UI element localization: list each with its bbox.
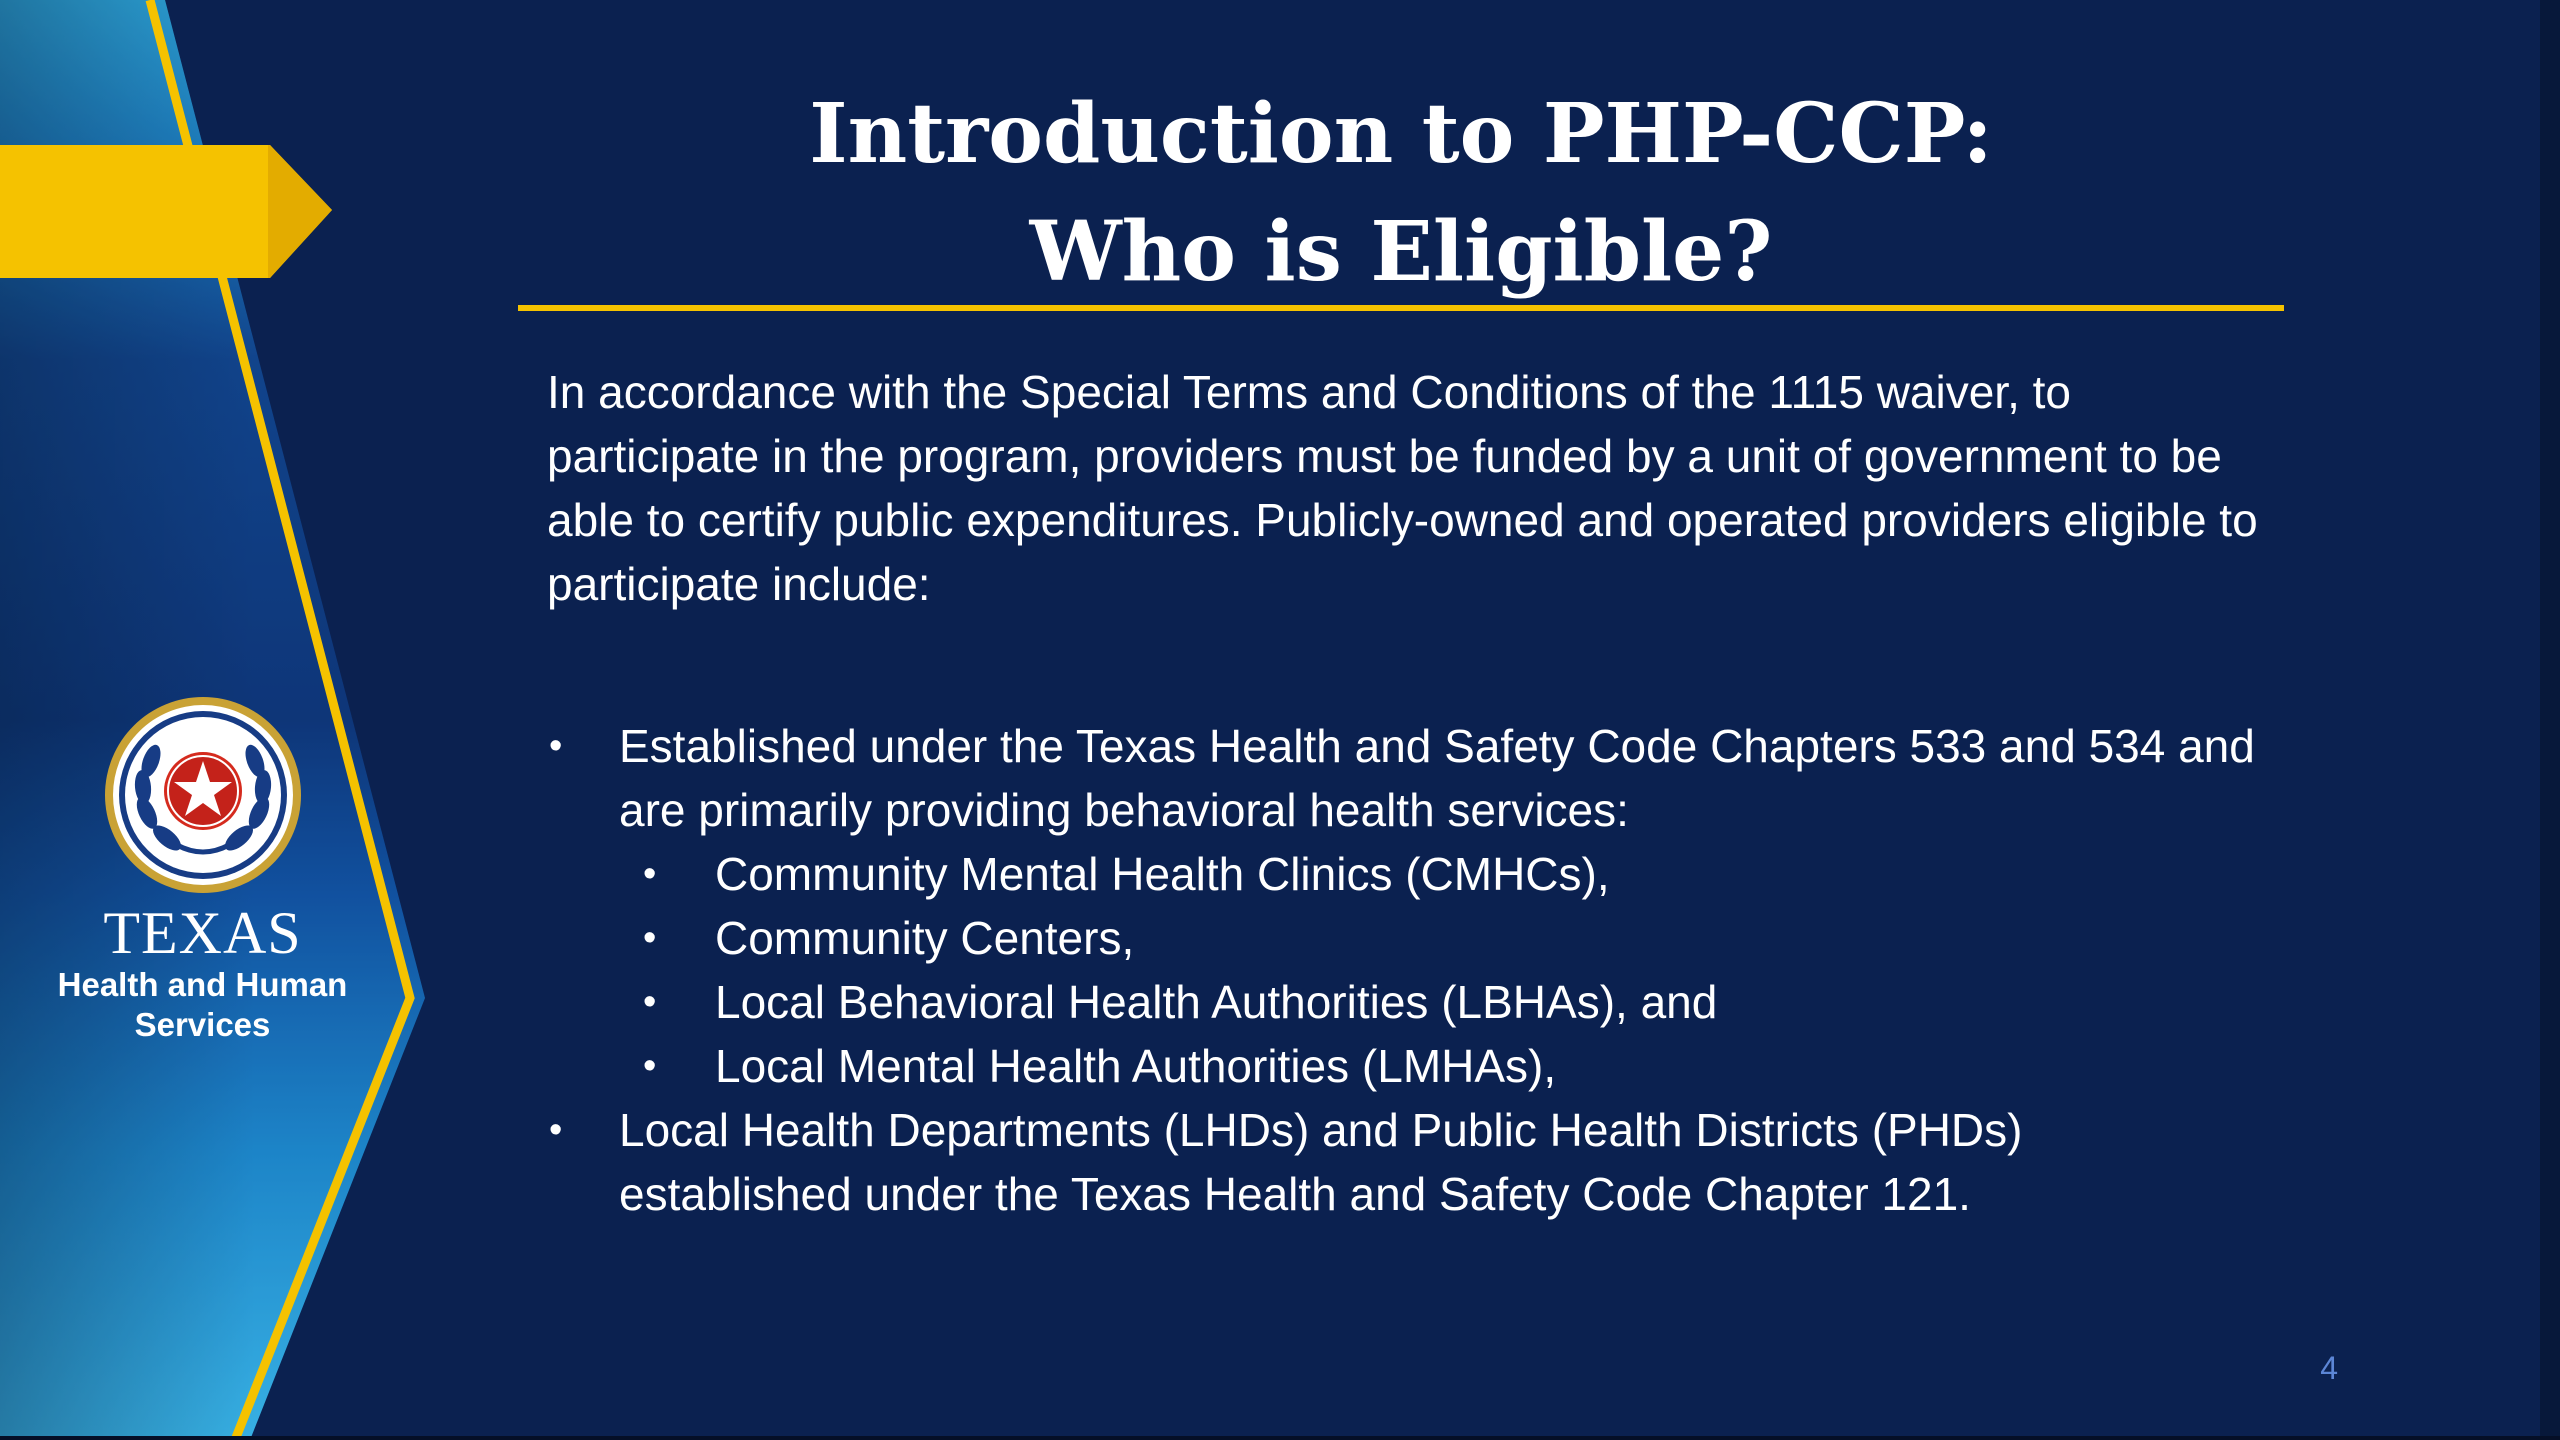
title-underline xyxy=(518,305,2284,311)
list-item-text: Established under the Texas Health and Safety Code Chapters 533 and 534 and are primarily providing behavioral health services: xyxy=(619,720,2255,836)
bullet-icon: • xyxy=(549,1109,563,1151)
list-item xyxy=(547,1098,2267,1226)
texas-hhs-logo xyxy=(40,695,365,1045)
bullet-icon: • xyxy=(643,1045,657,1087)
texas-hhs-seal-icon xyxy=(103,695,303,895)
list-item xyxy=(547,842,2267,906)
list-item-text: Community Centers, xyxy=(715,912,1135,964)
list-item-text: Local Health Departments (LHDs) and Public Health Districts (PHDs) established under the Texas Health and Safety Code Chapter 121. xyxy=(619,1104,2023,1220)
list-item xyxy=(547,714,2267,842)
bullet-icon: • xyxy=(643,917,657,959)
right-edge xyxy=(2540,0,2560,1440)
list-item xyxy=(547,906,2267,970)
list-item-text: Local Mental Health Authorities (LMHAs), xyxy=(715,1040,1557,1092)
page-number: 4 xyxy=(2320,1350,2338,1386)
slide-title-line-1: Introduction to PHP-CCP: xyxy=(809,86,1993,182)
list-item xyxy=(547,1034,2267,1098)
eligibility-list xyxy=(547,714,2267,1226)
list-item-text: Local Behavioral Health Authorities (LBHAs), and xyxy=(715,976,1718,1028)
bottom-edge xyxy=(0,1436,2560,1440)
logo-agency-name: Health and Human Services xyxy=(57,966,348,1043)
bullet-icon: • xyxy=(549,725,563,767)
slide-title-line-2: Who is Eligible? xyxy=(1029,204,1773,300)
slide-title xyxy=(518,75,2284,311)
list-item xyxy=(547,970,2267,1034)
list-item-text: Community Mental Health Clinics (CMHCs), xyxy=(715,848,1610,900)
intro-paragraph: In accordance with the Special Terms and Conditions of the 1115 waiver, to participate in the program, providers must be funded by a unit of government to be able to certify public expenditures. Publicly-owned and operated providers eligible to participate include: xyxy=(547,366,2258,610)
bullet-icon: • xyxy=(643,981,657,1023)
logo-wordmark-texas: TEXAS xyxy=(103,900,302,966)
bullet-icon: • xyxy=(643,853,657,895)
